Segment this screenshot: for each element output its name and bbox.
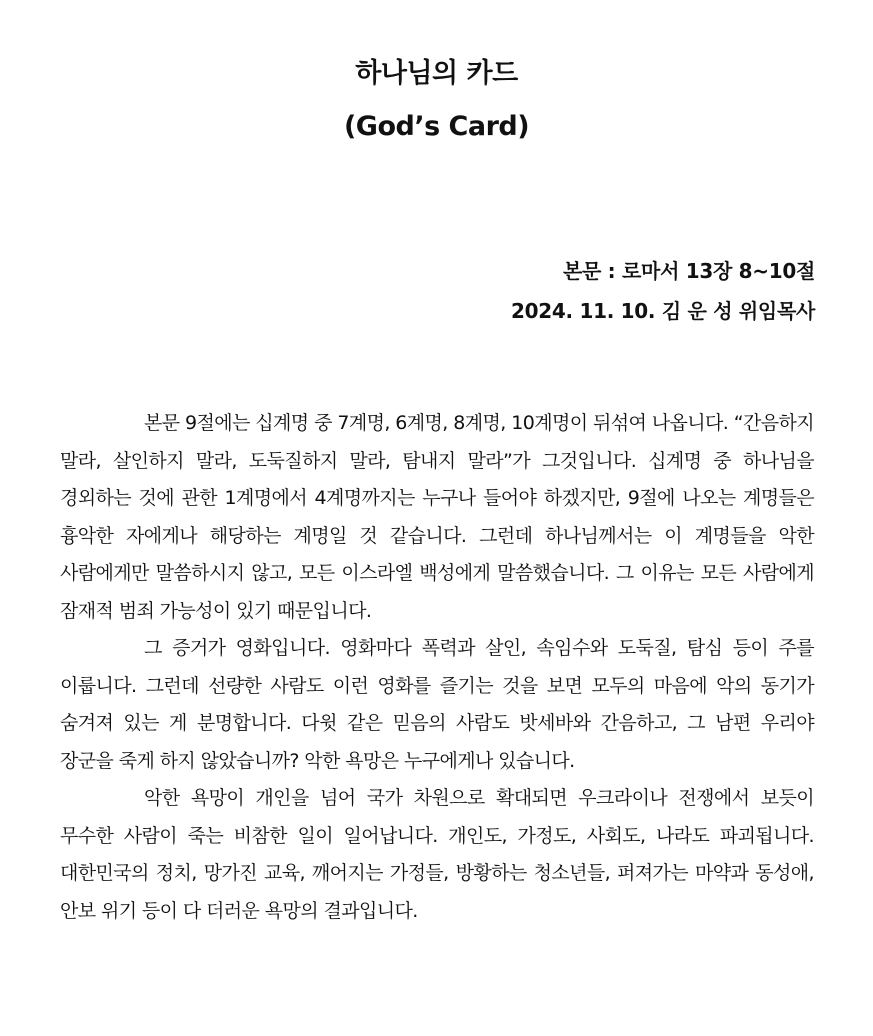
document-title-korean: 하나님의 카드 [355, 58, 518, 89]
scripture-reference: 본문 : 로마서 13장 8~10절 [562, 259, 815, 283]
date-and-author: 2024. 11. 10. 김 운 성 위임목사 [511, 299, 815, 323]
paragraph-2: 그 증거가 영화입니다. 영화마다 폭력과 살인, 속임수와 도둑질, 탐심 등이 주를 이룹니다. 그런데 선량한 사람도 이런 영화를 즐기는 것을 보면 모두의 마음에 악의 동기가 숨겨져 있는 게 분명합니다. 다윗 같은 믿음의 사람도 밧세바와 간음하고, 그 남편 우리야 장군을 죽게 하지 않았습니까? 악한 욕망은 누구에게나 있습니다. [60, 637, 814, 772]
paragraph-3: 악한 욕망이 개인을 넘어 국가 차원으로 확대되면 우크라이나 전쟁에서 보듯이 무수한 사람이 죽는 비참한 일이 일어납니다. 개인도, 가정도, 사회도, 나라도 파괴됩니다. 대한민국의 정치, 망가진 교육, 깨어지는 가정들, 방황하는 청소년들, 퍼져가는 마약과 동성애, 안보 위기 등이 다 더러운 욕망의 결과입니다. [60, 787, 814, 922]
sermon-body [60, 405, 814, 930]
paragraph-1: 본문 9절에는 십계명 중 7계명, 6계명, 8계명, 10계명이 뒤섞여 나옵니다. “간음하지 말라, 살인하지 말라, 도둑질하지 말라, 탐내지 말라”가 그것입니다. 십계명 중 하나님을 경외하는 것에 관한 1계명에서 4계명까지는 누구나 들어야 하겠지만, 9절에 나오는 계명들은 흉악한 자에게나 해당하는 계명일 것 같습니다. 그런데 하나님께서는 이 계명들을 악한 사람에게만 말씀하시지 않고, 모든 이스라엘 백성에게 말씀했습니다. 그 이유는 모든 사람에게 잠재적 범죄 가능성이 있기 때문입니다. [60, 412, 814, 622]
document-title-english: (God’s Card) [343, 111, 530, 142]
